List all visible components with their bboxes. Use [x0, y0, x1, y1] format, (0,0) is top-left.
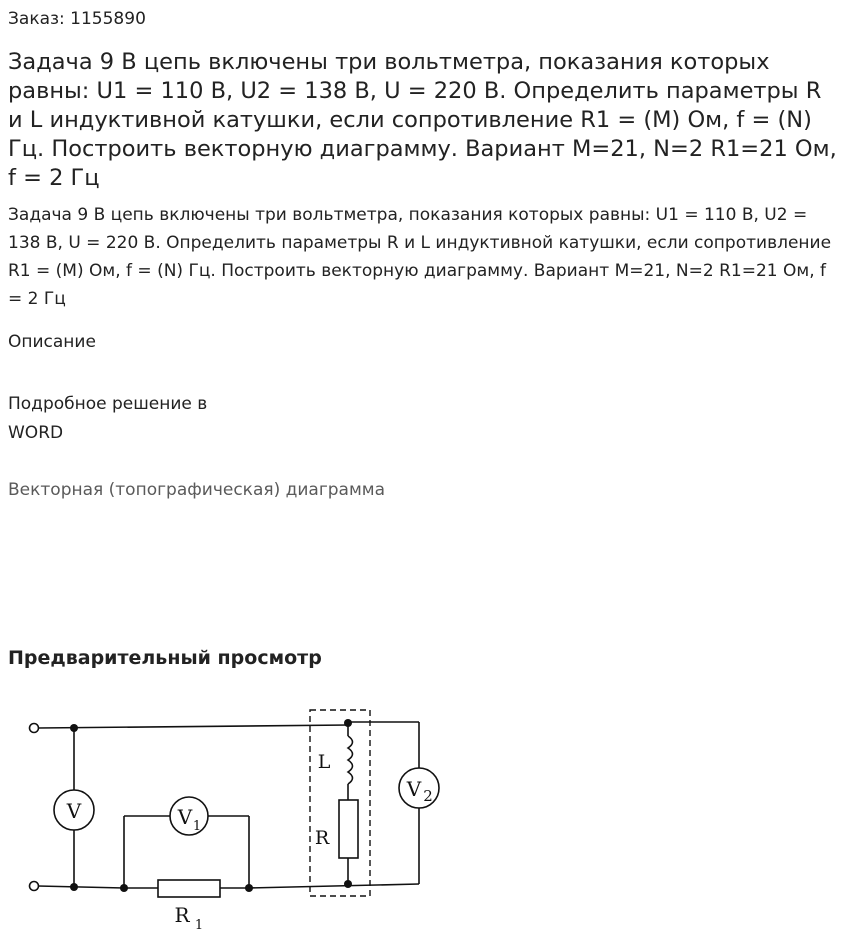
terminal-bottom	[30, 882, 39, 891]
inductor-l	[348, 736, 353, 784]
node-dot	[70, 724, 78, 732]
circuit-diagram	[24, 700, 454, 936]
task-title: Задача 9 В цепь включены три вольтметра, показания которых равны: U1 = 110 В, U2 = 138 В, U = 220 В. Определить параметры R и L индуктивной катушки, если сопротивление R1 = (M) Ом, f = (N) Гц. Построить векторную диаграмму. Вариант M=21, N=2 R1=21 Ом, f = 2 Гц	[8, 49, 837, 191]
voltmeter-v1-label: V	[177, 805, 193, 829]
top-wire	[38, 725, 349, 728]
vector-diagram-link[interactable]: Векторная (топографическая) диаграмма	[8, 480, 386, 500]
node-dot	[70, 883, 78, 891]
order-number: Заказ: 1155890	[8, 9, 146, 29]
resistor-r1-subscript: 1	[194, 918, 204, 933]
bottom-wire	[38, 886, 124, 888]
voltmeter-v1-subscript: 1	[192, 819, 202, 834]
terminal-top	[30, 724, 39, 733]
voltmeter-v2-subscript: 2	[423, 787, 433, 805]
preview-heading: Предварительный просмотр	[8, 647, 322, 669]
resistor-r1	[158, 880, 220, 897]
task-description: Задача 9 В цепь включены три вольтметра, показания которых равны: U1 = 110 В, U2 = 138 В, U = 220 В. Определить параметры R и L индуктивной катушки, если сопротивление R1 = (M) Ом, f = (N) Гц. Построить векторную диаграмму. Вариант M=21, N=2 R1=21 Ом, f = 2 Гц	[8, 205, 832, 309]
voltmeter-v-label: V	[66, 799, 82, 823]
solution-line-1: Подробное решение в	[8, 394, 208, 414]
resistor-r	[339, 800, 358, 858]
solution-line-2: WORD	[8, 423, 64, 443]
inductor-l-label: L	[317, 751, 331, 773]
resistor-r1-label: R	[174, 903, 190, 927]
resistor-r-label: R	[314, 827, 330, 849]
voltmeter-v2-label: V	[406, 777, 422, 801]
description-heading: Описание	[8, 332, 96, 352]
